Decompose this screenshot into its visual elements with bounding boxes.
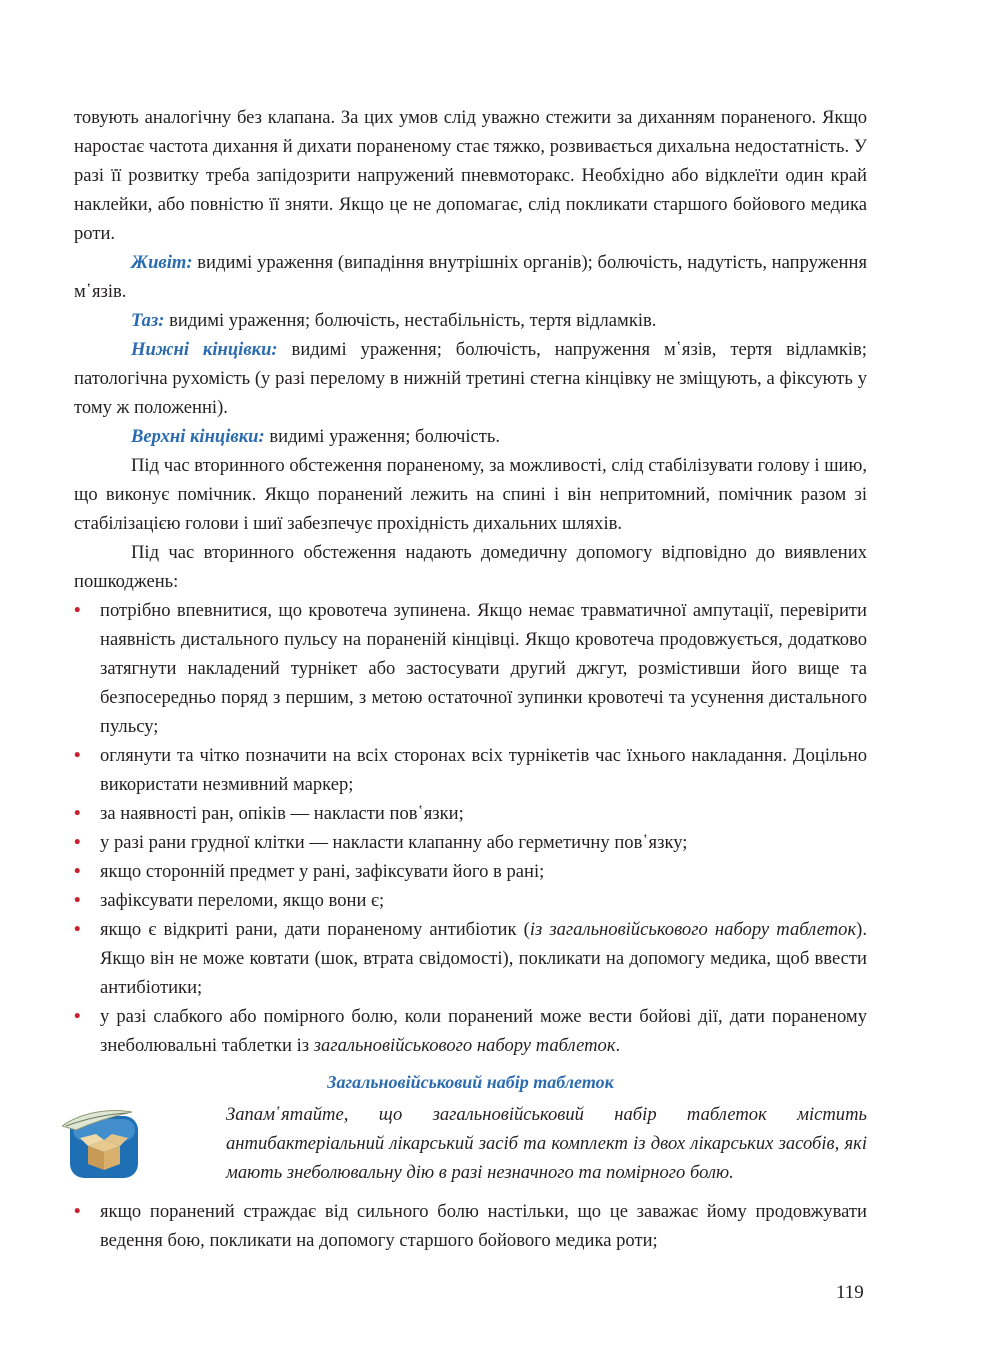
list-item: • якщо сторонній предмет у рані, зафіксувати його в рані; <box>74 857 867 886</box>
page-number: 119 <box>836 1282 864 1303</box>
bullet-icon: • <box>74 803 81 824</box>
term-abdomen: Живіт: <box>131 252 193 273</box>
list-item: • за наявності ран, опіків — накласти пов῾язки; <box>74 799 867 828</box>
list-item: • зафіксувати переломи, якщо вони є; <box>74 886 867 915</box>
page-content <box>74 103 867 1255</box>
list-item: • якщо поранений страждає від сильного болю настільки, що це заважає йому продовжувати ведення бою, покликати на допомогу старшого бойового медика роти; <box>74 1197 867 1255</box>
italic-reference: із загальновійськового набору таблеток <box>529 919 857 940</box>
paragraph-upper-limbs <box>74 422 867 451</box>
paragraph-secondary-exam-2: Під час вторинного обстеження надають домедичну допомогу відповідно до виявлених пошкоджень: <box>74 542 867 592</box>
remember-note <box>74 1100 867 1187</box>
bullet-icon: • <box>74 919 81 940</box>
list-item: • оглянути та чітко позначити на всіх сторонах всіх турнікетів час їхнього накладання. Доцільно використати незмивний маркер; <box>74 741 867 799</box>
bullet-icon: • <box>74 1201 81 1222</box>
bullet-icon: • <box>74 600 81 621</box>
open-box-with-feather-icon <box>62 1106 146 1182</box>
paragraph-lower-limbs <box>74 335 867 422</box>
text-pelvis: видимі ураження; болючість, нестабільність, тертя відламків. <box>164 310 657 331</box>
term-lower-limbs: Нижні кінцівки: <box>131 339 278 360</box>
paragraph-pelvis <box>74 306 867 335</box>
bullet-icon: • <box>74 832 81 853</box>
bullet-icon: • <box>74 745 81 766</box>
italic-reference: загальновійськового набору таблеток <box>313 1035 616 1056</box>
list-item: • якщо є відкриті рани, дати пораненому антибіотик (із загальновійськового набору таблеток). Якщо він не може ковтати (шок, втрата свідомості), покликати на допомогу медика, щоб ввести антибіотики; <box>74 915 867 1002</box>
list-item: • потрібно впевнитися, що кровотеча зупинена. Якщо немає травматичної ампутації, перевірити наявність дистального пульсу на пораненій кінцівці. Якщо кровотеча продовжується, додатково затягнути накладений турнікет або застосувати другий джгут, розмістивши його вище та безпосередньо поряд з першим, з метою остаточної зупинки кровотечі та усунення дистального пульсу; <box>74 596 867 741</box>
bullet-icon: • <box>74 1006 81 1027</box>
section-heading: Загальновійськовий набір таблеток <box>327 1072 614 1092</box>
term-upper-limbs: Верхні кінцівки: <box>131 426 265 447</box>
note-text: Запам῾ятайте, що загальновійськовий набір таблеток містить антибактеріальний лікарський засіб та комплект із двох лікарських засобів, які мають знеболювальну дію в разі незначного та помірного болю. <box>226 1104 867 1183</box>
term-pelvis: Таз: <box>131 310 165 331</box>
text-abdomen: видимі ураження (випадіння внутрішніх органів); болючість, надутість, напруження м῾язів. <box>74 252 867 302</box>
text-lower-limbs: видимі ураження; болючість, напруження м῾язів, тертя відламків; патологічна рухомість (у разі перелому в нижній третині стегна кінцівку не зміщують, а фіксують у тому ж положенні). <box>74 339 867 418</box>
list-item: • у разі слабкого або помірного болю, коли поранений може вести бойові дії, дати пораненому знеболювальні таблетки із загальновійськового набору таблеток. <box>74 1002 867 1060</box>
bullet-icon: • <box>74 861 81 882</box>
paragraph-secondary-exam-1: Під час вторинного обстеження пораненому, за можливості, слід стабілізувати голову і шию, що виконує помічник. Якщо поранений лежить на спині і він непритомний, помічник разом зі стабілізацією голови і шиї забезпечує прохідність дихальних шляхів. <box>74 455 867 534</box>
list-item: • у разі рани грудної клітки — накласти клапанну або герметичну пов῾язку; <box>74 828 867 857</box>
bullet-icon: • <box>74 890 81 911</box>
paragraph-abdomen <box>74 248 867 306</box>
text-upper-limbs: видимі ураження; болючість. <box>264 426 501 447</box>
paragraph-continuation: товують аналогічну без клапана. За цих умов слід уважно стежити за диханням пораненого. Якщо наростає частота дихання й дихати пораненому стає тяжко, розвивається дихальна недостатність. У разі її розвитку треба запідозрити напружений пневмоторакс. Необхідно або відклеїти один край наклейки, або повністю її зняти. Якщо це не допомагає, слід покликати старшого бойового медика роти. <box>74 107 867 244</box>
